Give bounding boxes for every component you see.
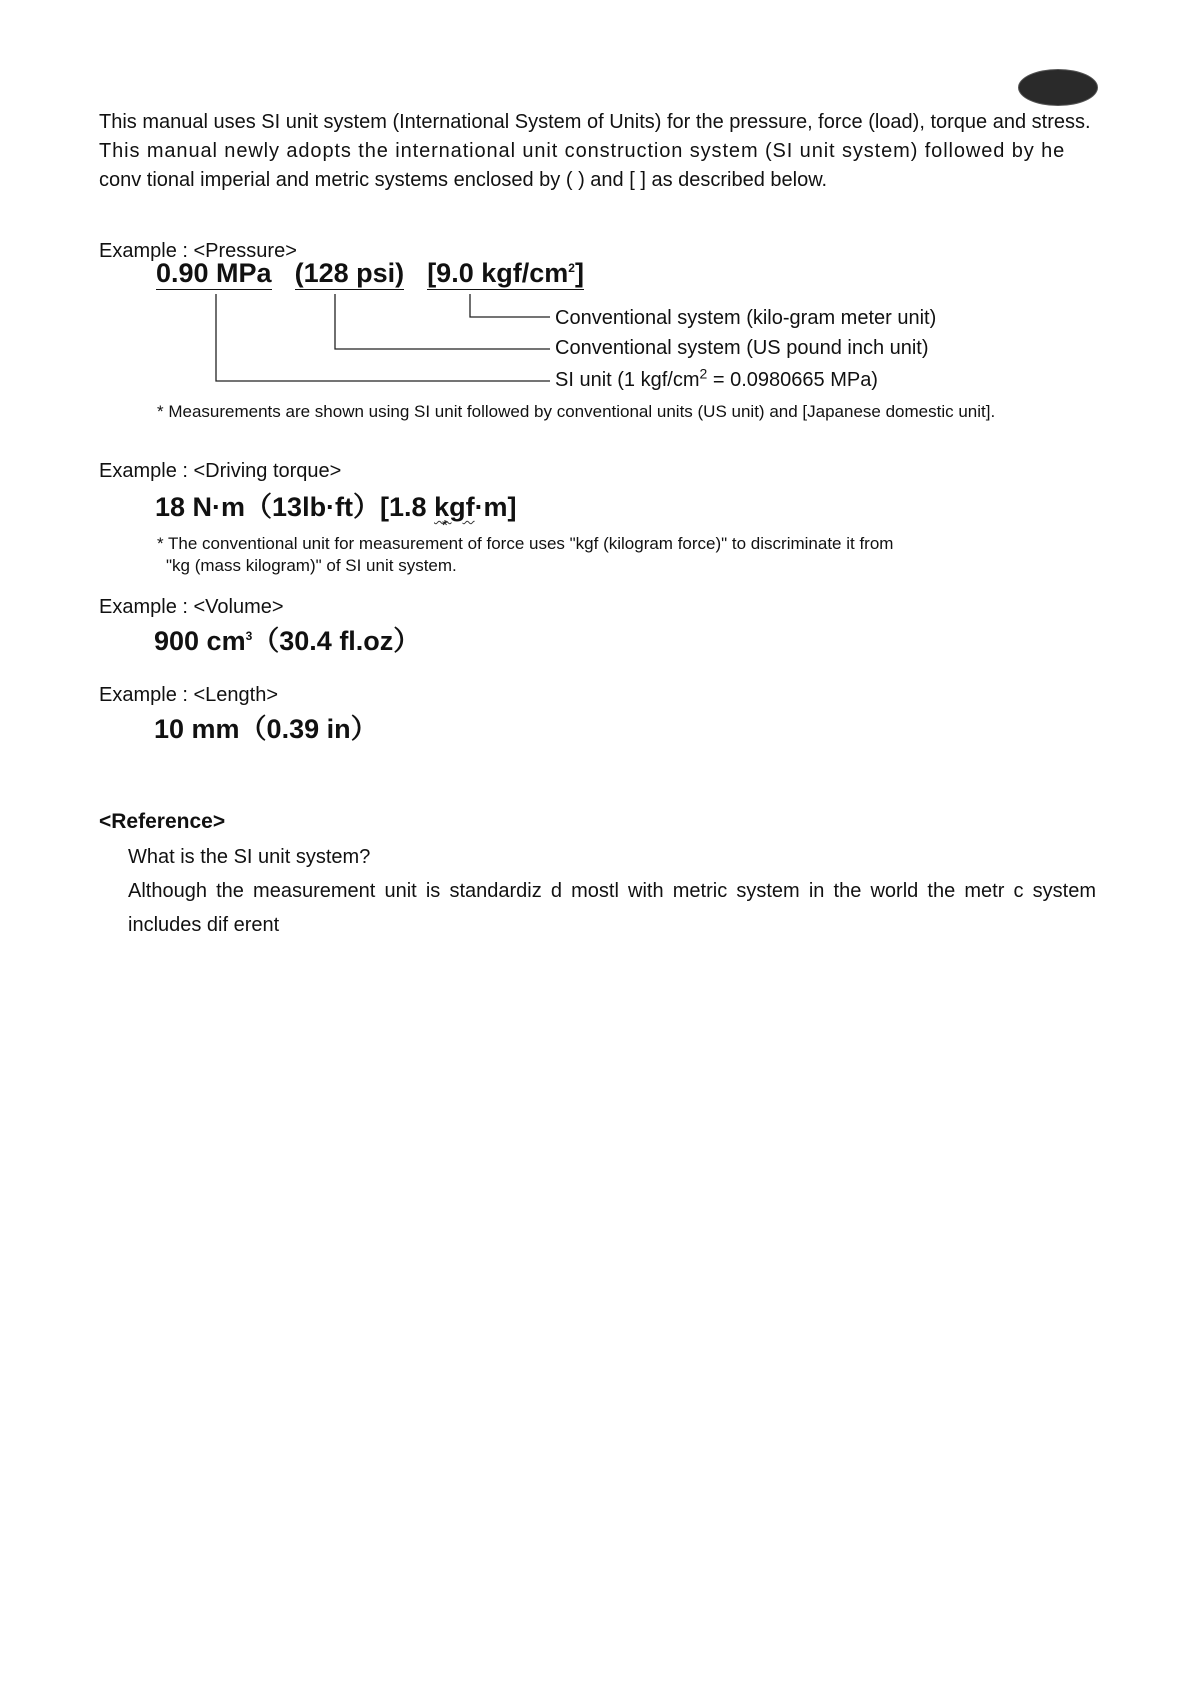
reference-question: What is the SI unit system? <box>128 846 371 868</box>
annotation-si-superscript: 2 <box>699 365 708 382</box>
intro-line-2: This manual newly adopts the international unit construction system (SI unit system) followed by he <box>99 140 1066 162</box>
pressure-si-value: 0.90 MPa <box>156 258 272 288</box>
annotation-si <box>555 365 878 392</box>
pressure-jp-number: [9.0 kgf/cm <box>427 258 569 288</box>
volume-value-suffix: （30.4 fl.oz） <box>252 626 421 656</box>
reference-heading: <Reference> <box>99 810 226 833</box>
annotation-si-prefix: SI unit (1 kgf/cm <box>555 369 700 391</box>
length-value: 10 mm（0.39 in） <box>154 714 378 744</box>
torque-value-suffix: ·m] <box>474 492 517 522</box>
leader-line-kgm <box>470 294 550 317</box>
reference-paragraph-line-2: includes dif erent <box>128 914 280 936</box>
torque-kgf-unit: kgf <box>434 492 475 522</box>
torque-value-line <box>155 485 517 524</box>
volume-value-line <box>154 619 420 658</box>
annotation-si-suffix: = 0.0980665 MPa) <box>707 369 878 391</box>
volume-example-label: Example : <Volume> <box>99 596 284 618</box>
torque-asterisk: * <box>442 517 448 534</box>
pressure-example-label: Example : <Pressure> <box>99 240 297 262</box>
pressure-note: * Measurements are shown using SI unit followed by conventional units (US unit) and [Japanese domestic unit]. <box>157 402 996 421</box>
torque-example-label: Example : <Driving torque> <box>99 460 342 482</box>
leader-line-si <box>216 294 550 381</box>
torque-value-prefix: 18 N·m（13lb·ft）[1.8 <box>155 492 435 522</box>
pressure-us-value: (128 psi) <box>294 258 405 288</box>
annotation-us: Conventional system (US pound inch unit) <box>555 337 929 359</box>
volume-superscript: 3 <box>245 629 253 643</box>
torque-note-line-2: "kg (mass kilogram)" of SI unit system. <box>166 556 457 575</box>
leader-line-us <box>335 294 550 349</box>
intro-line-3: conv tional imperial and metric systems enclosed by ( ) and [ ] as described below. <box>99 169 828 191</box>
volume-value-prefix: 900 cm <box>154 626 246 656</box>
pressure-jp-bracket: ] <box>574 258 584 288</box>
intro-line-1: This manual uses SI unit system (International System of Units) for the pressure, force (load), torque and stress. <box>99 111 1091 133</box>
reference-paragraph-line-1: Although the measurement unit is standardiz d mostl with metric system in the world the metr c system <box>128 880 1096 902</box>
length-example-label: Example : <Length> <box>99 684 279 706</box>
pressure-jp-superscript: 2 <box>568 261 575 275</box>
torque-note-line-1: * The conventional unit for measurement of force uses "kgf (kilogram force)" to discriminate it from <box>157 534 894 553</box>
annotation-kgm: Conventional system (kilo-gram meter unit) <box>555 307 937 329</box>
